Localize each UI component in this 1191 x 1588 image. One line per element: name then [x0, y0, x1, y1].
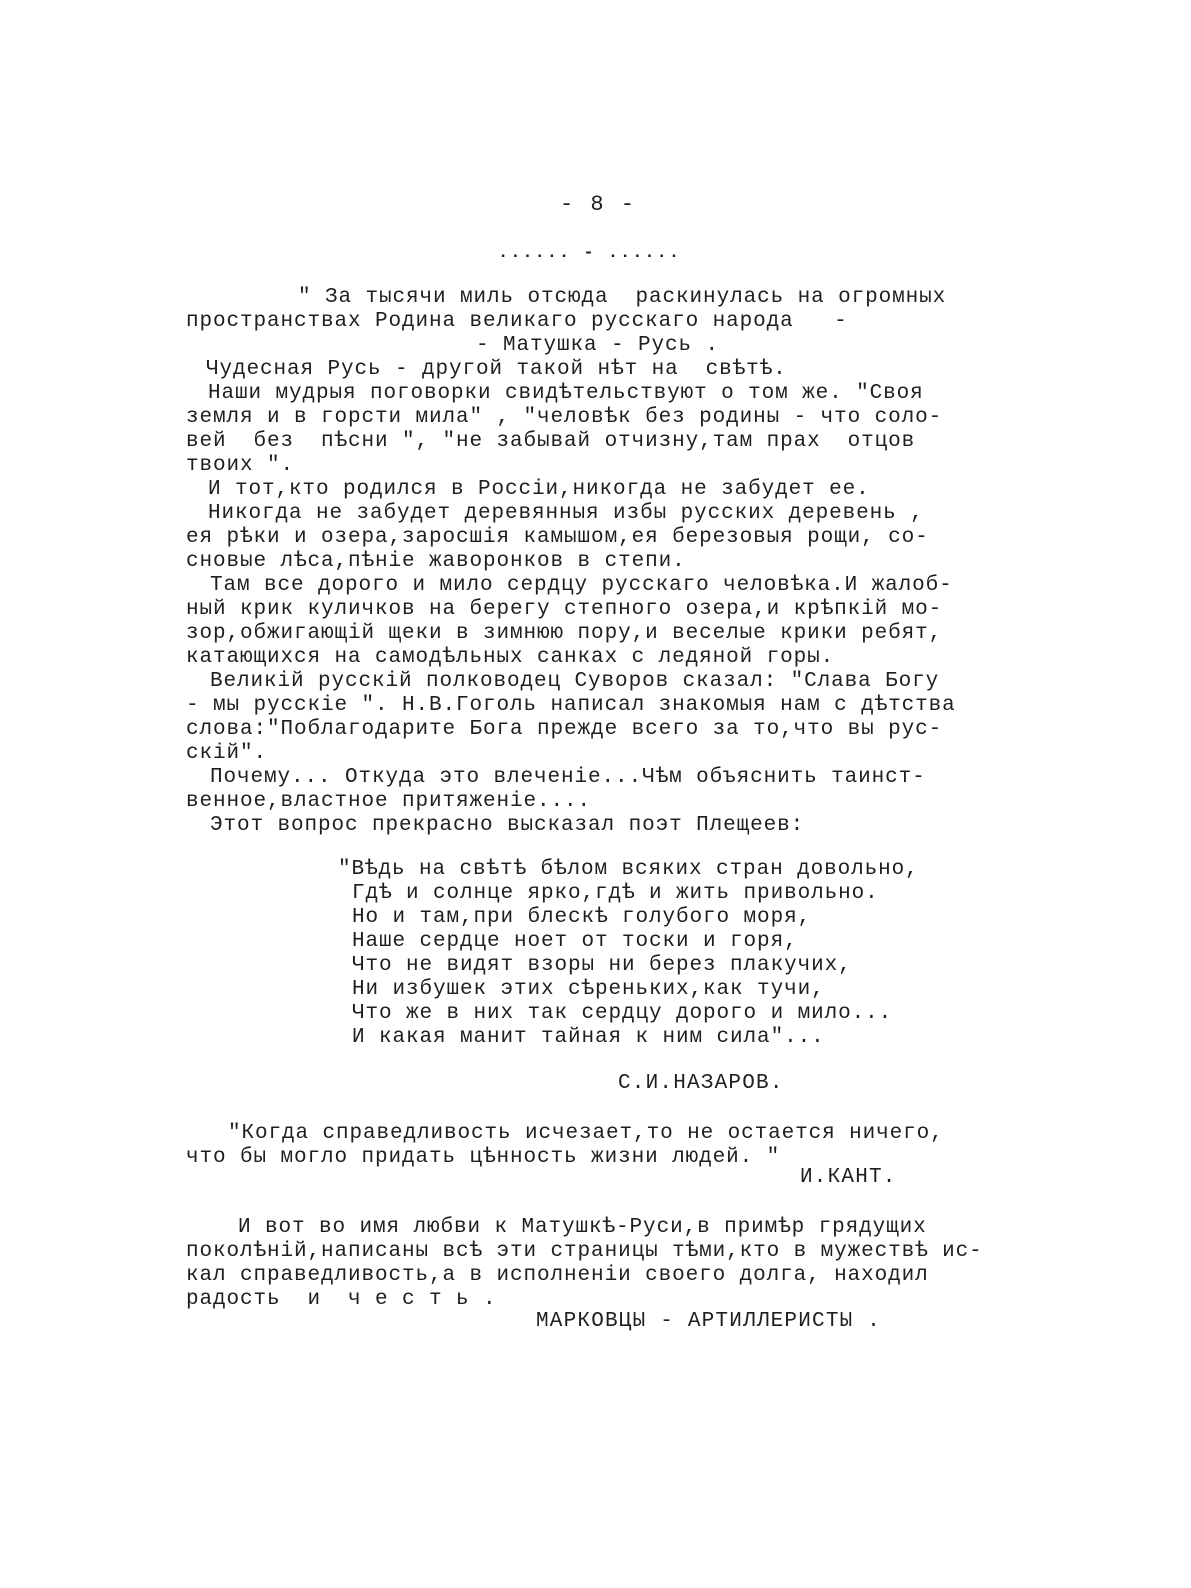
quote-author: И.КАНТ. [800, 1166, 897, 1189]
poem-line: Что же в них так сердцу дорого и мило... [352, 1002, 893, 1025]
intro-line: пространствах Родина великаго русскаго народа - [186, 310, 848, 333]
closing-line: кал справедливость,а в исполненіи своего долга, находил [186, 1264, 929, 1287]
intro-line: Наши мудрыя поговорки свидѣтельствуют о том же. "Своя [208, 382, 924, 405]
intro-line: катающихся на самодѣльных санках с ледяной горы. [186, 646, 835, 669]
intro-line: Почему... Откуда это влеченіе...Чѣм объяснить таинст- [210, 766, 926, 789]
section-divider: ...... - ...... [498, 244, 682, 263]
intro-line: - мы русскіе ". Н.В.Гоголь написал знакомыя нам с дѣтства [186, 694, 956, 717]
poem-line: Что не видят взоры ни берез плакучих, [352, 954, 852, 977]
intro-line: Чудесная Русь - другой такой нѣт на свѣтѣ. [206, 358, 787, 381]
intro-line: Великій русскій полководец Суворов сказал: "Слава Богу [210, 670, 940, 693]
poem-line: Ни избушек этих сѣреньких,как тучи, [352, 978, 825, 1001]
poem-author: С.И.НАЗАРОВ. [618, 1072, 784, 1095]
closing-signature: МАРКОВЦЫ - АРТИЛЛЕРИСТЫ . [536, 1310, 882, 1333]
intro-line: ный крик куличков на берегу степного озера,и крѣпкій мо- [186, 598, 943, 621]
quote-line: что бы могло придать цѣнность жизни людей. " [186, 1146, 781, 1169]
quote-line: "Когда справедливость исчезает,то не остается ничего, [228, 1122, 944, 1145]
intro-line: скій". [186, 742, 268, 765]
intro-line: земля и в горсти мила" , "человѣк без родины - что соло- [186, 406, 943, 429]
intro-line: слова:"Поблагодарите Бога прежде всего за то,что вы рус- [186, 718, 943, 741]
closing-line: радость и ч е с т ь . [186, 1288, 497, 1311]
intro-line: ея рѣки и озера,заросшія камышом,ея березовыя рощи, со- [186, 526, 929, 549]
intro-line: твоих ". [186, 454, 295, 477]
intro-line: венное,властное притяженіе.... [186, 790, 592, 813]
poem-line: Но и там,при блескѣ голубого моря, [352, 906, 812, 929]
intro-line: Этот вопрос прекрасно высказал поэт Плещеев: [210, 814, 805, 837]
intro-line: вей без пѣсни ", "не забывай отчизну,там прах отцов [186, 430, 916, 453]
intro-line: Никогда не забудет деревянныя избы русских деревень , [208, 502, 924, 525]
poem-line: Гдѣ и солнце ярко,гдѣ и жить привольно. [352, 882, 879, 905]
intro-line: - Матушка - Русь . [476, 334, 720, 357]
poem-line: "Вѣдь на свѣтѣ бѣлом всяких стран довольно, [338, 858, 919, 881]
intro-line: Там все дорого и мило сердцу русскаго человѣка.И жалоб- [210, 574, 953, 597]
intro-line: И тот,кто родился в Россіи,никогда не забудет ее. [208, 478, 870, 501]
closing-line: И вот во имя любви к Матушкѣ-Руси,в примѣр грядущих [238, 1216, 927, 1239]
page-number: - 8 - [560, 192, 637, 217]
intro-line: зор,обжигающій щеки в зимнюю пору,и веселые крики ребят, [186, 622, 943, 645]
intro-line: " За тысячи миль отсюда раскинулась на огромных [298, 286, 947, 309]
intro-line: сновые лѣса,пѣніе жаворонков в степи. [186, 550, 686, 573]
poem-line: И какая манит тайная к ним сила"... [352, 1026, 825, 1049]
closing-line: поколѣній,написаны всѣ эти страницы тѣми,кто в мужествѣ ис- [186, 1240, 983, 1263]
poem-line: Наше сердце ноет от тоски и горя, [352, 930, 798, 953]
